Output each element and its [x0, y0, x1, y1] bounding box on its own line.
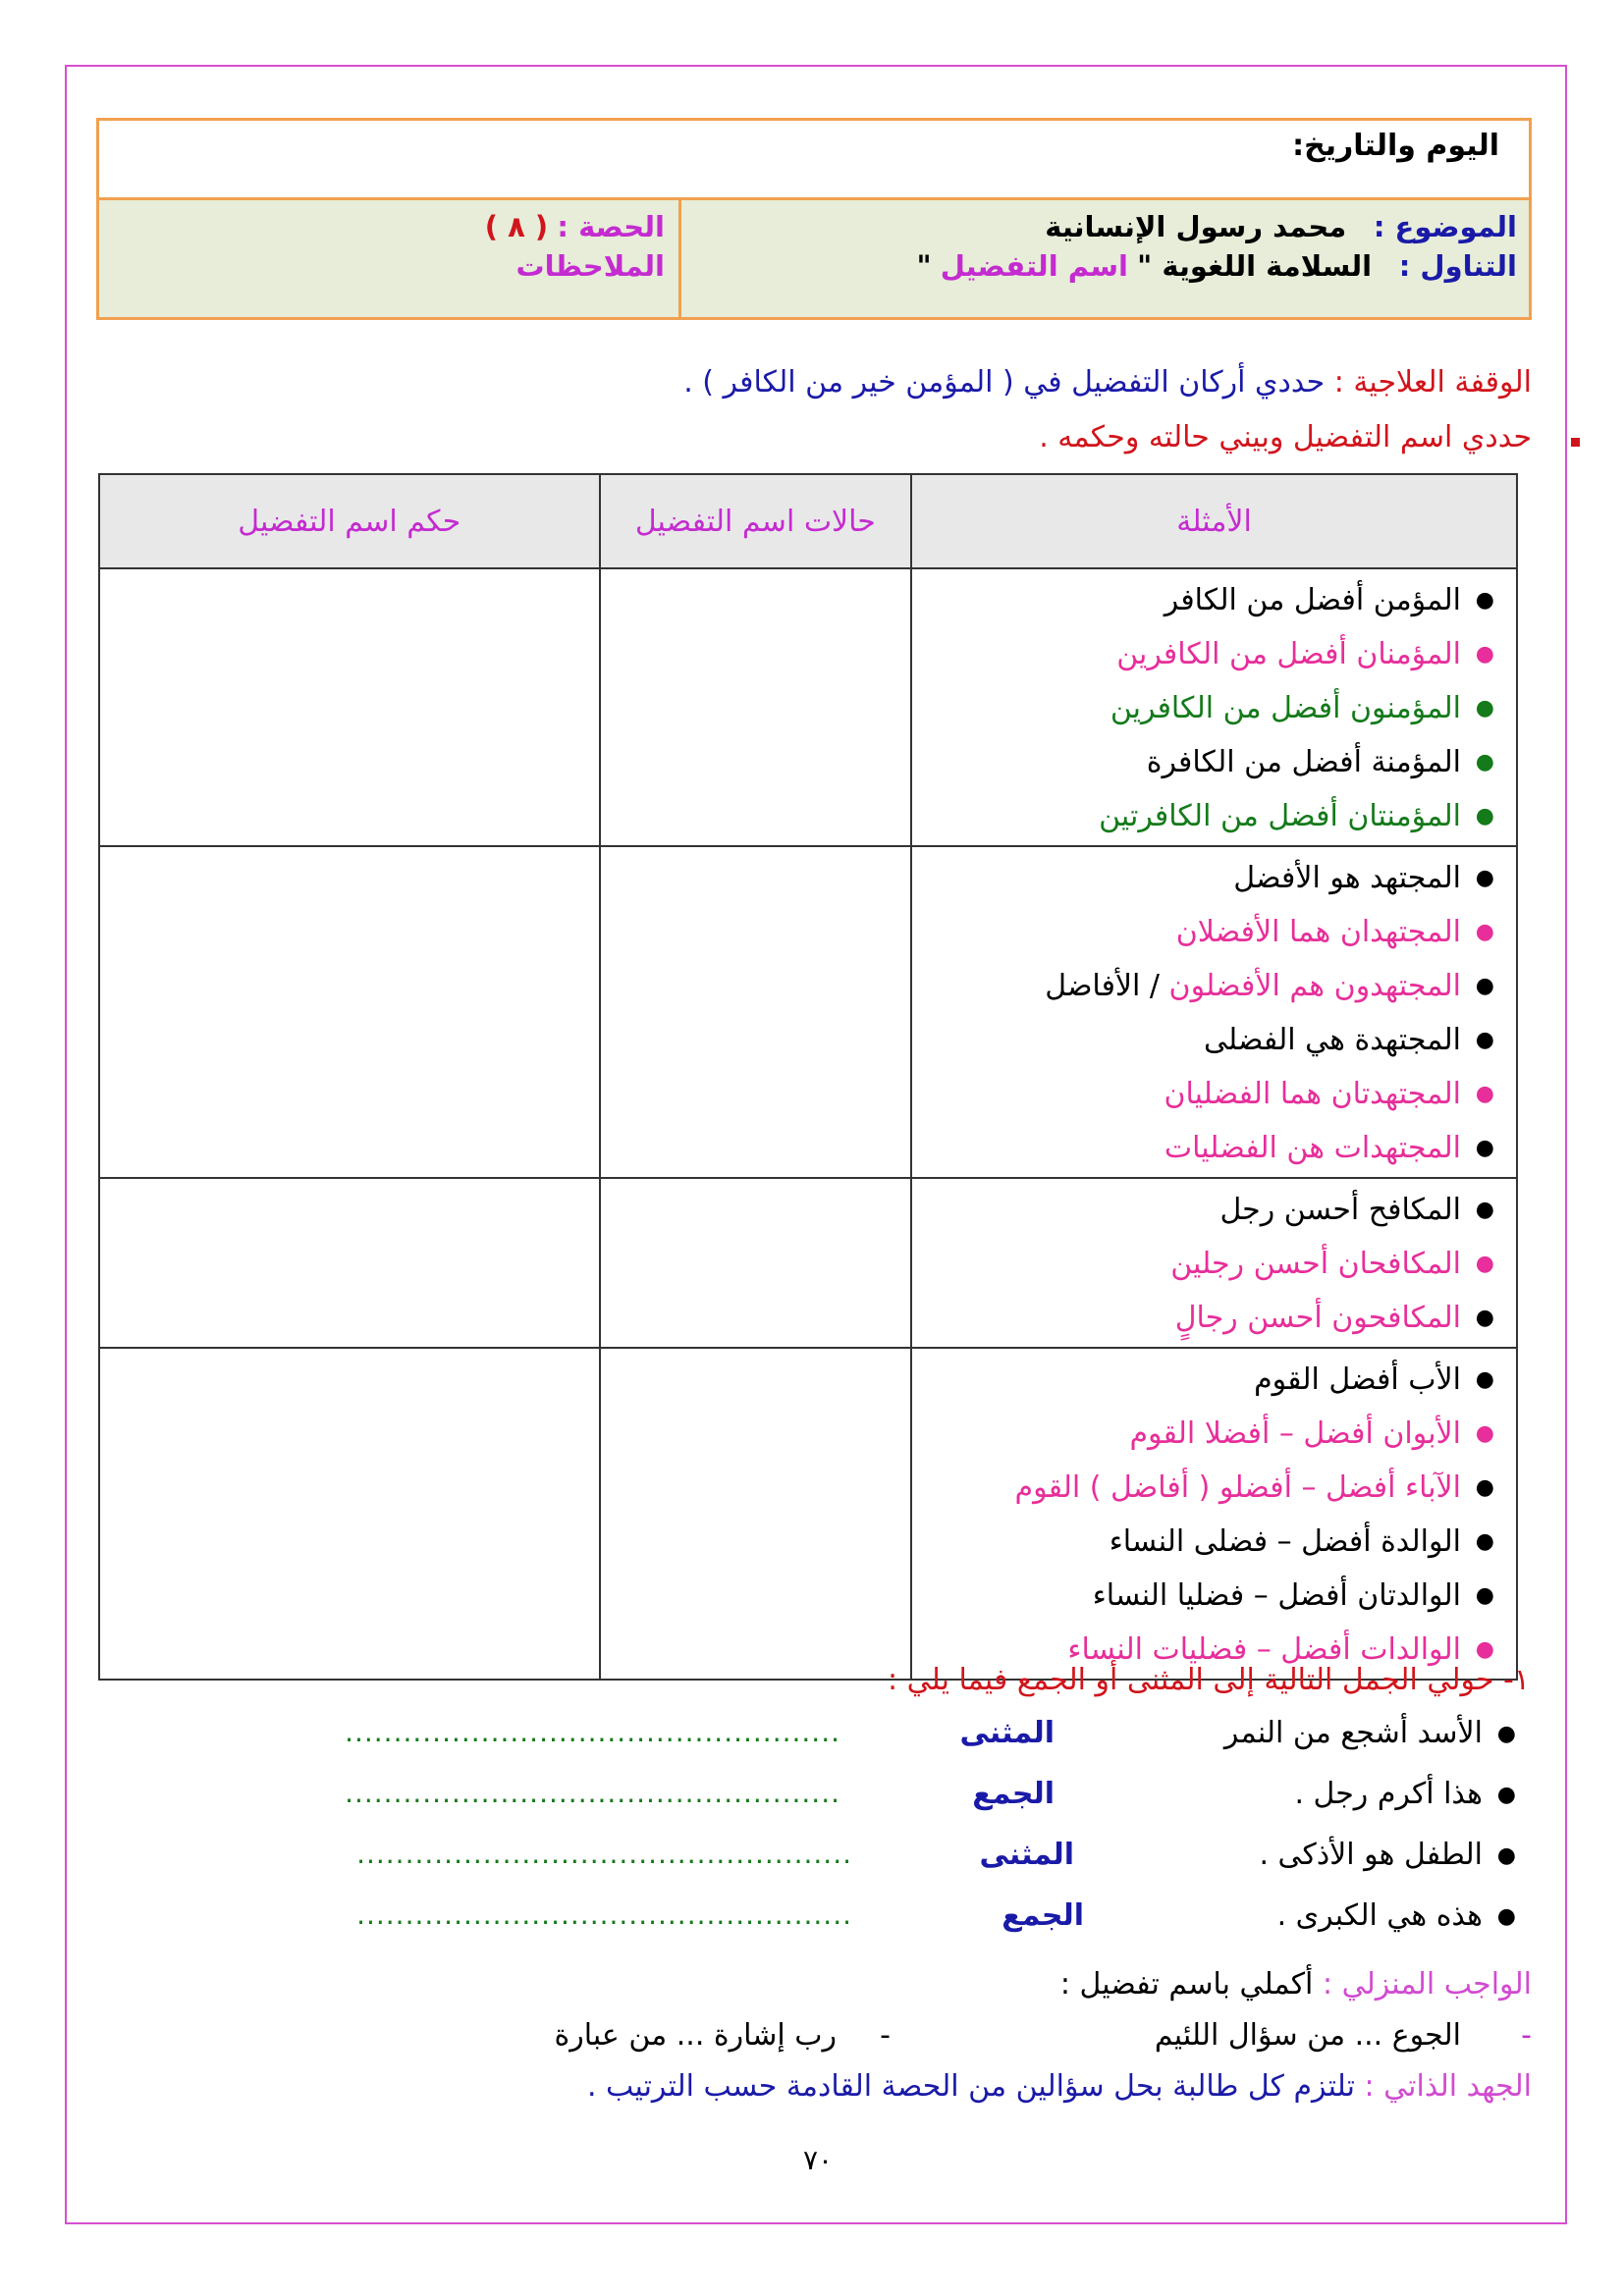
- date-row: [99, 121, 1529, 200]
- example-text: المجتهدان هما الأفضلان: [1175, 915, 1461, 949]
- list-item: [912, 1409, 1494, 1463]
- example-text: الآباء أفضل – أفضلو ( أفاضل ) القوم: [1014, 1470, 1461, 1505]
- list-item: [912, 575, 1494, 629]
- example-text: الأب أفضل القوم: [1254, 1362, 1461, 1397]
- example-text: المجتهدات هن الفضليات: [1164, 1131, 1461, 1165]
- example-list: [912, 847, 1516, 1177]
- example-text: الوالدة أفضل – فضلى النساء: [1109, 1524, 1461, 1559]
- bullet-icon: ●: [1475, 642, 1494, 667]
- bullet-icon: ●: [1496, 1904, 1516, 1929]
- list-item: [912, 1123, 1494, 1177]
- table-row: [99, 568, 1517, 846]
- list-item: [912, 961, 1494, 1015]
- example-extra: / الأفاضل: [1045, 969, 1169, 1003]
- homework-line: [1060, 1967, 1532, 2002]
- cases-cell[interactable]: [600, 1348, 912, 1680]
- topic-label: الموضوع :: [1373, 210, 1517, 243]
- list-item: [912, 1069, 1494, 1123]
- answer-field[interactable]: ...................................................: [356, 1838, 852, 1870]
- example-text: المجتهدون هم الأفضلون: [1168, 969, 1461, 1003]
- handling-highlight: اسم التفضيل: [940, 249, 1128, 283]
- exercise-sentence: الأسد أشجع من النمر: [1223, 1716, 1483, 1750]
- list-item: [912, 1571, 1494, 1625]
- task-text: حددي اسم التفضيل وبيني حالته وحكمه .: [1039, 420, 1532, 454]
- bullet-icon: ●: [1475, 1252, 1494, 1276]
- topic-value: محمد رسول الإنسانية: [1045, 210, 1347, 243]
- rule-cell[interactable]: [99, 568, 600, 846]
- examples-cell: [911, 568, 1517, 846]
- handling-quote: ": [916, 249, 932, 283]
- exercise-sentence: هذه هي الكبرى .: [1276, 1898, 1483, 1933]
- cases-cell[interactable]: [600, 1178, 912, 1348]
- bullet-icon: ●: [1475, 1306, 1494, 1330]
- examples-cell: [911, 846, 1517, 1178]
- session-label: الحصة :: [557, 210, 665, 243]
- table-row: [99, 1178, 1517, 1348]
- date-label: اليوم والتاريخ:: [1292, 129, 1499, 163]
- example-text: المجتهد هو الأفضل: [1233, 861, 1461, 895]
- examples-cell: [911, 1178, 1517, 1348]
- example-text: المؤمنون أفضل من الكافرين: [1110, 691, 1461, 725]
- list-item: [912, 1239, 1494, 1293]
- header-divider: [678, 200, 681, 317]
- example-list: [912, 1349, 1516, 1679]
- exercise-target: الجمع: [972, 1777, 1055, 1811]
- homework-item-1: الجوع ... من سؤال اللئيم: [1154, 2018, 1461, 2053]
- example-text: الوالدات أفضل – فضليات النساء: [1067, 1632, 1461, 1667]
- remedial-label: الوقفة العلاجية :: [1333, 365, 1532, 400]
- bullet-icon: ●: [1475, 696, 1494, 721]
- bullet-icon: ●: [1475, 1583, 1494, 1608]
- list-item: [912, 683, 1494, 737]
- bullet-icon: ●: [1475, 866, 1494, 890]
- exercise-title: ١- حولي الجمل التالية إلى المثنى أو الجمع فيما يلي :: [887, 1663, 1530, 1697]
- bullet-icon: ●: [1475, 804, 1494, 828]
- example-list: [912, 1179, 1516, 1347]
- square-bullet: [1571, 438, 1580, 447]
- exercise-target: الجمع: [1001, 1898, 1084, 1933]
- examples-cell: [911, 1348, 1517, 1680]
- list-item: [912, 791, 1494, 845]
- bullet-icon: ●: [1475, 750, 1494, 774]
- topic-row: [1045, 210, 1517, 243]
- bullet-icon: ●: [1475, 1082, 1494, 1106]
- lesson-info: [99, 200, 1529, 317]
- example-text: المؤمنان أفضل من الكافرين: [1116, 637, 1461, 671]
- exercise-target: المثنى: [959, 1716, 1055, 1750]
- example-text: الوالدتان أفضل – فضليا النساء: [1092, 1578, 1461, 1613]
- bullet-icon: ●: [1475, 588, 1494, 613]
- homework-dash-2: -: [880, 2018, 891, 2053]
- col-examples: الأمثلة: [911, 474, 1517, 568]
- bullet-icon: ●: [1475, 1028, 1494, 1052]
- rule-cell[interactable]: [99, 1348, 600, 1680]
- homework-label: الواجب المنزلي :: [1322, 1967, 1532, 2002]
- cases-cell[interactable]: [600, 568, 912, 846]
- example-text: المؤمنة أفضل من الكافرة: [1146, 745, 1461, 779]
- list-item: [912, 853, 1494, 907]
- answer-field[interactable]: ...................................................: [345, 1716, 840, 1748]
- list-item: [912, 629, 1494, 683]
- list-item: [912, 1463, 1494, 1517]
- bullet-icon: ●: [1475, 920, 1494, 944]
- list-item: [912, 1185, 1494, 1239]
- exercise-target: المثنى: [979, 1838, 1074, 1872]
- handling-row: [916, 249, 1517, 283]
- table-row: [99, 1348, 1517, 1680]
- example-text: المؤمن أفضل من الكافر: [1164, 583, 1461, 617]
- bullet-icon: ●: [1475, 1529, 1494, 1554]
- list-item: [912, 907, 1494, 961]
- list-item: [912, 1293, 1494, 1347]
- homework-item-2: رب إشارة ... من عبارة: [554, 2018, 837, 2053]
- bullet-icon: ●: [1475, 1475, 1494, 1500]
- rule-cell[interactable]: [99, 846, 600, 1178]
- handling-label: التناول :: [1398, 249, 1517, 283]
- session-row: [485, 210, 665, 243]
- list-item: [912, 1355, 1494, 1409]
- bullet-icon: ●: [1475, 1367, 1494, 1392]
- rule-cell[interactable]: [99, 1178, 600, 1348]
- bullet-icon: ●: [1475, 1637, 1494, 1662]
- answer-field[interactable]: ...................................................: [356, 1898, 852, 1931]
- task-line: [1039, 420, 1532, 454]
- col-cases: حالات اسم التفضيل: [600, 474, 912, 568]
- example-text: المؤمنتان أفضل من الكافرتين: [1099, 799, 1461, 833]
- exercise-sentence: هذا أكرم رجل .: [1294, 1777, 1483, 1811]
- remedial-line: [683, 365, 1532, 400]
- list-item: [912, 1517, 1494, 1571]
- example-text: المجتهدة هي الفضلى: [1203, 1023, 1461, 1057]
- bullet-icon: ●: [1475, 1136, 1494, 1160]
- self-effort-label: الجهد الذاتي :: [1364, 2069, 1532, 2104]
- bullet-icon: ●: [1496, 1722, 1516, 1746]
- session-value: ( ٨ ): [484, 210, 549, 243]
- cases-cell[interactable]: [600, 846, 912, 1178]
- bullet-icon: ●: [1496, 1843, 1516, 1868]
- table-row: [99, 846, 1517, 1178]
- homework-dash-1: -: [1521, 2018, 1532, 2053]
- example-text: المكافحان أحسن رجلين: [1170, 1247, 1461, 1281]
- homework-text: أكملي باسم تفضيل :: [1059, 1967, 1314, 2002]
- example-text: المكافح أحسن رجل: [1219, 1193, 1461, 1227]
- handling-value: السلامة اللغوية ": [1137, 249, 1373, 283]
- self-effort-line: [587, 2069, 1532, 2104]
- example-text: المجتهدتان هما الفضليان: [1164, 1077, 1461, 1111]
- lesson-header: [96, 118, 1532, 320]
- example-list: [912, 569, 1516, 845]
- notes-label: الملاحظات: [515, 249, 665, 283]
- remedial-text: حددي أركان التفضيل في ( المؤمن خير من الكافر ) .: [683, 365, 1326, 400]
- bullet-icon: ●: [1475, 1421, 1494, 1446]
- notes-row: [516, 249, 665, 283]
- bullet-icon: ●: [1475, 974, 1494, 998]
- list-item: [912, 1015, 1494, 1069]
- answer-field[interactable]: ...................................................: [345, 1777, 840, 1809]
- example-text: الأبوان أفضل – أفضلا القوم: [1129, 1416, 1461, 1451]
- bullet-icon: ●: [1475, 1198, 1494, 1222]
- bullet-icon: ●: [1496, 1783, 1516, 1807]
- col-rule: حكم اسم التفضيل: [99, 474, 600, 568]
- page-number: ٧٠: [803, 2144, 834, 2176]
- examples-table: [98, 473, 1518, 1681]
- exercise-sentence: الطفل هو الأذكى .: [1259, 1838, 1483, 1872]
- example-text: المكافحون أحسن رجالٍ: [1174, 1301, 1461, 1335]
- self-effort-text: تلتزم كل طالبة بحل سؤالين من الحصة القادمة حسب الترتيب .: [586, 2069, 1355, 2104]
- list-item: [912, 737, 1494, 791]
